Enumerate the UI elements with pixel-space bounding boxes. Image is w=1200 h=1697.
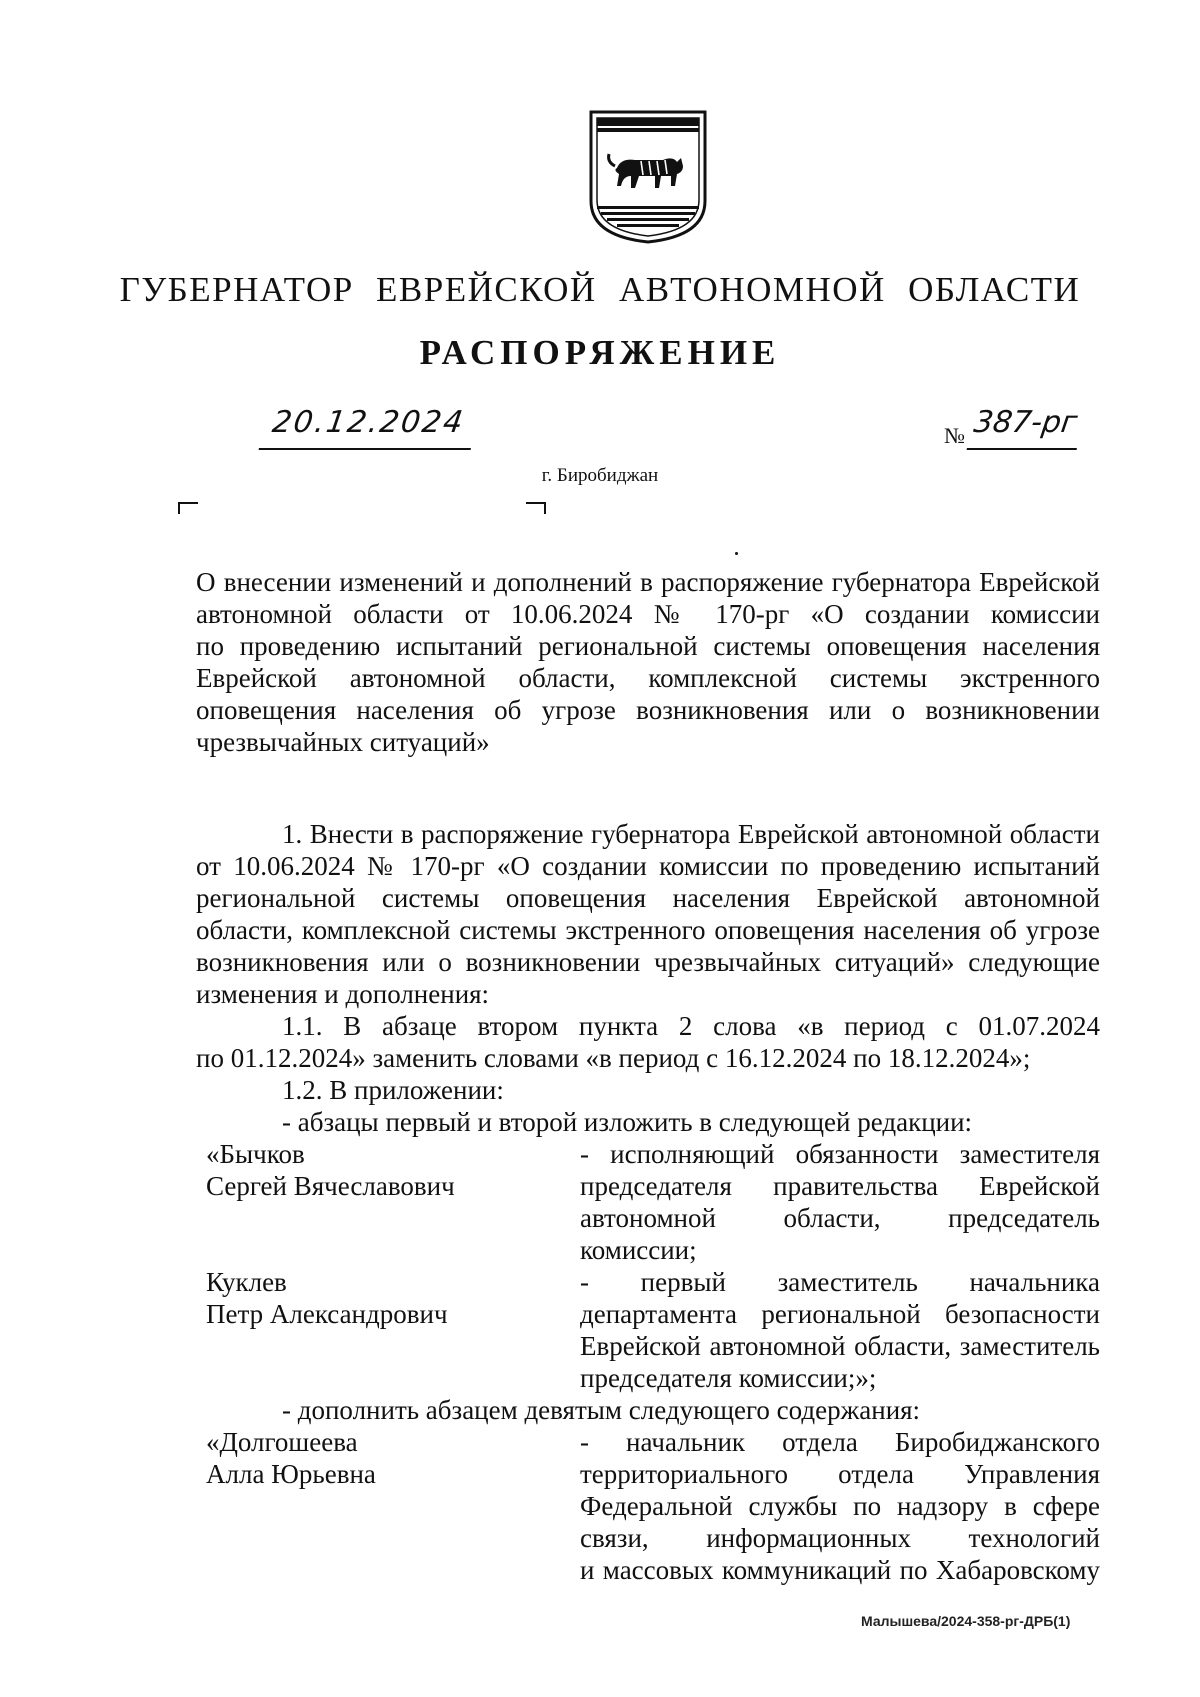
body-line: 1. Внести в распоряжение губернатора Еврейской автономной области xyxy=(282,819,1100,849)
scan-dot xyxy=(735,552,738,555)
body-line: от 10.06.2024 № 170-рг «О создании комиссии по проведению испытаний xyxy=(196,851,1100,881)
body-line: области, комплексной системы экстренного оповещения населения об угрозе xyxy=(196,915,1100,945)
body-line: изменения и дополнения: xyxy=(196,979,490,1009)
body-line: 1.2. В приложении: xyxy=(282,1075,504,1105)
issuer-heading: ГУБЕРНАТОР ЕВРЕЙСКОЙ АВТОНОМНОЙ ОБЛАСТИ xyxy=(119,270,1081,309)
title-line: чрезвычайных ситуаций» xyxy=(196,727,490,757)
member-role-line: - исполняющий обязанности заместителя xyxy=(580,1139,1100,1169)
member-name-line: Петр Александрович xyxy=(206,1299,448,1329)
member-role-line: департамента региональной безопасности xyxy=(580,1299,1100,1329)
member-role-line: председателя комиссии;»; xyxy=(580,1363,877,1393)
member-role-line: - первый заместитель начальника xyxy=(580,1267,1100,1297)
title-line: Еврейской автономной области, комплексной системы экстренного xyxy=(196,663,1100,693)
member-name-line: «Бычков xyxy=(206,1139,305,1169)
member-name-line: «Долгошеева xyxy=(206,1427,358,1457)
document-type-heading: РАСПОРЯЖЕНИЕ xyxy=(419,333,781,372)
member-name-line: Сергей Вячеславович xyxy=(206,1171,455,1201)
title-bracket-left xyxy=(178,502,198,514)
document-date: 20.12.2024 xyxy=(259,402,478,450)
member-role-line: связи, информационных технологий xyxy=(580,1523,1100,1553)
title-line: автономной области от 10.06.2024 № 170-рг «О создании комиссии xyxy=(196,599,1100,629)
city-line: г. Биробиджан xyxy=(541,465,659,486)
title-line: О внесении изменений и дополнений в распоряжение губернатора Еврейской xyxy=(196,567,1100,597)
member-name xyxy=(206,1266,448,1330)
member-role xyxy=(580,1138,1100,1266)
member-role-line: территориального отдела Управления xyxy=(580,1459,1100,1489)
footer-code: Малышева/2024-358-рг-ДРБ(1) xyxy=(861,1613,1071,1629)
title-line: оповещения населения об угрозе возникновения или о возникновении xyxy=(196,695,1100,725)
title-bracket-right xyxy=(526,502,546,514)
member-role-line: - начальник отдела Биробиджанского xyxy=(580,1427,1100,1457)
member-role-line: и массовых коммуникаций по Хабаровскому xyxy=(580,1555,1100,1585)
member-role-line: Федеральной службы по надзору в сфере xyxy=(580,1491,1100,1521)
member-role-line: председателя правительства Еврейской xyxy=(580,1171,1100,1201)
body-line: 1.1. В абзаце втором пункта 2 слова «в период с 01.07.2024 xyxy=(282,1011,1100,1041)
body-line: возникновения или о возникновении чрезвычайных ситуаций» следующие xyxy=(196,947,1100,977)
addition-instruction xyxy=(196,1394,1100,1426)
member-name xyxy=(206,1426,376,1490)
member-role-line: Еврейской автономной области, заместитель xyxy=(580,1331,1100,1361)
member-name-line: Куклев xyxy=(206,1267,287,1297)
member-role xyxy=(580,1426,1100,1586)
coat-of-arms-emblem xyxy=(585,106,711,246)
document-number: 387-рг xyxy=(967,402,1084,450)
number-sign: № xyxy=(944,423,965,448)
title-line: по проведению испытаний региональной системы оповещения населения xyxy=(196,631,1100,661)
body-line: по 01.12.2024» заменить словами «в период с 16.12.2024 по 18.12.2024»; xyxy=(196,1043,1031,1073)
member-role-line: автономной области, председатель xyxy=(580,1203,1100,1233)
member-name-line: Алла Юрьевна xyxy=(206,1459,376,1489)
member-role-line: комиссии; xyxy=(580,1235,697,1265)
body-line: региональной системы оповещения населения Еврейской автономной xyxy=(196,883,1100,913)
addition-line: - дополнить абзацем девятым следующего содержания: xyxy=(282,1395,921,1425)
member-role xyxy=(580,1266,1100,1394)
member-name xyxy=(206,1138,455,1202)
document-title xyxy=(196,566,1100,758)
body-line: - абзацы первый и второй изложить в следующей редакции: xyxy=(282,1107,973,1137)
document-body xyxy=(196,818,1100,1138)
